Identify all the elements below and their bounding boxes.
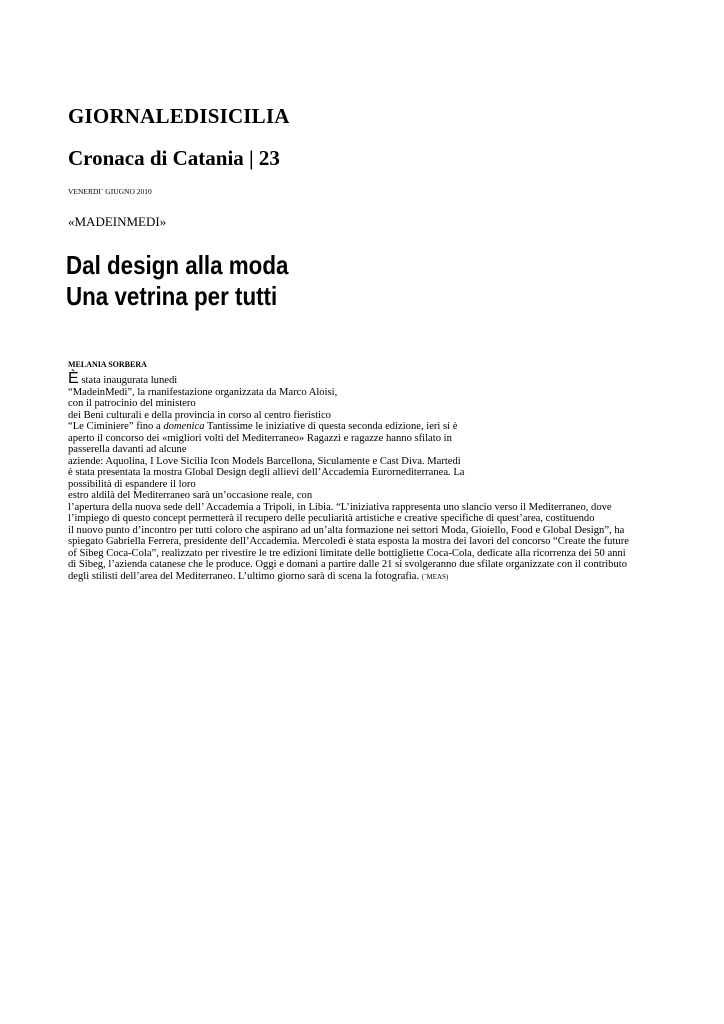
- body-line: passerella davanti ad alcune: [68, 444, 187, 455]
- masthead: GIORNALEDISICILIA: [68, 104, 290, 128]
- body-line: possibilità di espandere il loro: [68, 478, 196, 490]
- body-line: È stata inaugurata lunedì: [68, 370, 178, 387]
- issue-date: VENERDI` GIUGNO 2010: [68, 187, 152, 196]
- body-line: “Le Ciminiere” fino a domenica Tantissime le iniziative di questa seconda edizione, ieri si è: [68, 421, 458, 432]
- body-line: l’apertura della nuova sede dell’ Accademia a Tripoli, in Libia. “L’iniziativa rappresenta uno slancio verso il Mediterraneo, dove: [68, 501, 612, 513]
- drop-cap: È: [68, 370, 79, 387]
- body-line: il nuovo punto d’incontro per tutti coloro che aspirano ad un’alta formazione nei settori Moda, Gioiello, Food e Global Design”, ha: [68, 524, 625, 536]
- byline: MELANIA SORBERA: [68, 360, 147, 369]
- body-line: degli stilisti dell’area del Mediterraneo. L’ultimo giorno sarà di scena la fotografia. (`MEAS): [68, 570, 449, 582]
- headline-line-2: Una vetrina per tutti: [66, 281, 278, 311]
- body-line: dei Beni culturali e della provincia in corso al centro fieristico: [68, 409, 331, 421]
- body-line: di Sibeg, l’azienda catanese che le produce. Oggi e domani a partire dalle 21 si svolgeranno due sfilate organizzate con il contributo: [68, 559, 628, 570]
- author-signature: (`MEAS): [421, 572, 449, 581]
- section-title: Cronaca di Catania | 23: [68, 146, 280, 170]
- body-line: “MadeinMedi”, la rnanifestazione organizzata da Marco Aloisi,: [68, 386, 338, 398]
- headline-line-1: Dal design alla moda: [66, 250, 289, 280]
- headline: [66, 250, 288, 312]
- body-line: estro aldilà del Mediterraneo sarà un’occasione reale, con: [68, 490, 313, 501]
- body-line: con il patrocinio del ministero: [68, 398, 196, 409]
- body-line: aperto il concorso dei «migliori volti del Mediterraneo» Ragazzi e ragazze hanno sfilato in: [68, 432, 452, 444]
- body-line: of Sibeg Coca-Cola”, realizzato per rivestire le tre edizioni limitate delle bottigliette Coca-Cola, dedicate alla ricorrenza dei 50 anni: [68, 547, 626, 559]
- body-line: l’impiego di questo concept permetterà il recupero delle peculiarità artistiche e creative specifiche di quest’area, costituendo: [68, 513, 595, 524]
- body-line: aziende: Aquolina, I Love Sicilia Icon Models Barcellona, Siculamente e Cast Diva. Martedì: [68, 455, 461, 467]
- kicker: «MADEINMEDI»: [68, 214, 167, 229]
- body-line: spiegato Gabriella Ferrera, presidente dell’Accademia. Mercoledì è stata esposta la mostra dei lavori del concorso “Create the future: [68, 536, 629, 547]
- article-body: [68, 370, 668, 583]
- italic-word: domenica: [163, 421, 205, 432]
- body-line: è stata presentata la mostra Global Design degli allievi dell’Accademia Eurornediterranea. La: [68, 467, 465, 478]
